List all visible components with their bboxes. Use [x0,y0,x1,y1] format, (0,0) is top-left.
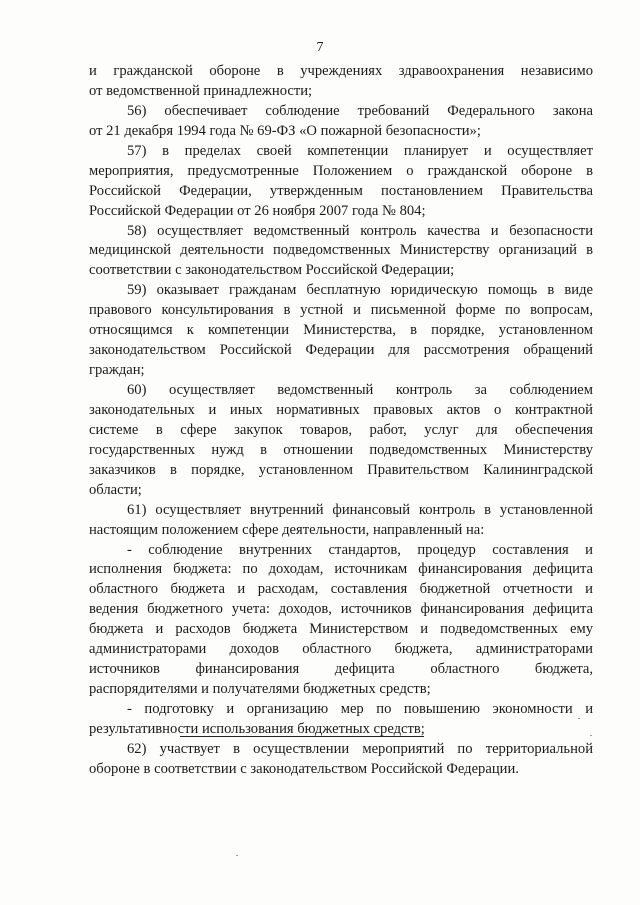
text-line: обороне в соответствии с законодательством Российской Федерации. [89,760,519,777]
text-line: 60) осуществляет ведомственный контроль за соблюдением [127,382,593,398]
scan-speck [590,735,592,736]
text-line: мероприятия, предусмотренные Положением о гражданской обороне в [89,162,593,179]
text-line: Российской Федерации от 26 ноября 2007 года № 804; [89,202,426,219]
text-line: Российской Федерации, утвержденным постановлением Правительства [89,182,593,199]
text-line: 58) осуществляет ведомственный контроль качества и безопасности [127,222,593,239]
text-line: областного бюджета и расходам, составления бюджетной отчетности и [89,581,593,598]
text-line: государственных нужд в отношении подведомственных Министерству [89,441,593,458]
text-line: 59) оказывает гражданам бесплатную юридическую помощь в виде [127,282,593,299]
text-line: - соблюдение внутренних стандартов, процедур составления и [127,541,593,558]
text-line: относящимся к компетенции Министерства, в порядке, установленном [89,322,593,339]
text-line: результативности использования бюджетных средств; [89,720,425,737]
signature-rule [180,736,424,737]
text-line: заказчиков в порядке, установленном Правительством Калининградской [89,461,593,478]
text-line: законодательных и иных нормативных правовых актов о контрактной [89,401,593,418]
text-line: исполнения бюджета: по доходам, источникам финансирования дефицита [89,561,593,578]
text-line: от 21 декабря 1994 года № 69-ФЗ «О пожарной безопасности»; [89,122,481,139]
text-line: 61) осуществляет внутренний финансовый контроль в установленной [127,501,593,518]
text-line: администраторами доходов областного бюджета, администраторами [89,641,593,658]
text-line: медицинской деятельности подведомственных Министерству организаций в [89,242,593,259]
text-line: 57) в пределах своей компетенции планирует и осуществляет [127,142,593,159]
document-body [89,62,593,780]
text-line: области; [89,481,142,498]
text-line: источников финансирования дефицита областного бюджета, [89,661,593,678]
scan-speck [578,718,580,719]
text-line: от ведомственной принадлежности; [89,82,313,99]
text-line: граждан; [89,362,145,379]
text-line: распорядителями и получателями бюджетных средств; [89,681,431,698]
page-number: 7 [316,40,324,55]
text-line: правового консультирования в устной и письменной форме по вопросам, [89,302,593,319]
text-line: ведения бюджетного учета: доходов, источников финансирования дефицита [89,601,593,618]
text-line: и гражданской обороне в учреждениях здравоохранения независимо [89,63,593,79]
text-line: законодательством Российской Федерации для рассмотрения обращений [89,342,593,359]
scan-speck [236,855,238,856]
text-line: настоящим положением сфере деятельности, направленный на: [89,521,485,538]
text-line: системе в сфере закупок товаров, работ, услуг для обеспечения [89,421,593,438]
text-line: 62) участвует в осуществлении мероприятий по территориальной [127,740,593,757]
text-line: 56) обеспечивает соблюдение требований Федерального закона [127,102,593,119]
text-line: бюджета и расходов бюджета Министерством и подведомственных ему [89,621,593,638]
text-line: соответствии с законодательством Российской Федерации; [89,262,455,279]
text-line: - подготовку и организацию мер по повышению экономности и [127,701,593,717]
